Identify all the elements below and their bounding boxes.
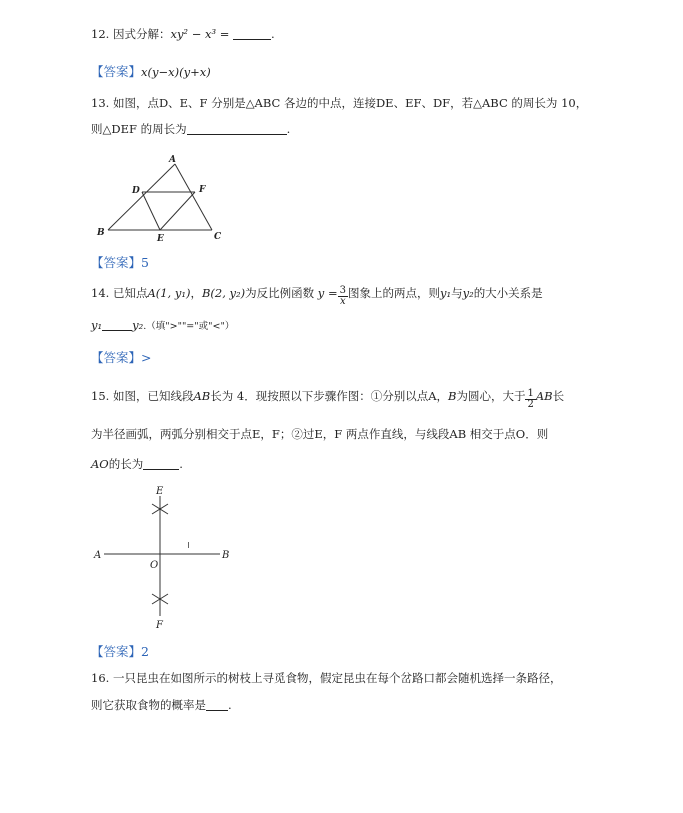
q14-line2-y1: y₁ — [91, 318, 103, 332]
q14-line1 — [91, 285, 543, 307]
label-a: A — [94, 550, 102, 561]
q16-line2-suffix: . — [228, 698, 232, 712]
q15-b-1: B — [448, 389, 457, 403]
q15-answer-blank — [143, 457, 179, 470]
q14-frac-den: x — [339, 296, 346, 307]
q15-fraction — [525, 389, 535, 410]
q13-answer-blank — [187, 122, 287, 135]
q14-part3: 图象上的两点，则 — [347, 286, 440, 300]
label-o: O — [150, 560, 159, 571]
q12-expression: xy² − x³ = — [170, 27, 230, 41]
label-e: E — [156, 486, 164, 497]
q12-answer-label: 【答案】 — [91, 64, 142, 79]
q15-frac-num: 1 — [527, 388, 534, 399]
q12-answer-value: x(y−x)(y+x) — [141, 65, 211, 79]
q12-suffix: . — [271, 27, 275, 41]
q13-answer — [91, 253, 149, 271]
q12-answer-blank — [233, 27, 271, 40]
triangle-side-ac — [175, 164, 212, 230]
q14-y1: y₁ — [439, 286, 452, 300]
segment-de — [142, 192, 160, 230]
label-f: F — [199, 185, 206, 195]
segment-ef — [160, 192, 195, 230]
q14-fraction — [338, 286, 348, 307]
q16-line2-prefix: 则它获取食物的概率是 — [91, 698, 206, 712]
label-f: F — [156, 620, 163, 631]
q15-line3 — [91, 456, 183, 472]
q15-answer-value: 2 — [141, 644, 149, 659]
q16-line2 — [91, 697, 232, 713]
q15-ao: AO — [91, 457, 109, 471]
q14-line2 — [91, 318, 234, 332]
q14-y2: y₂ — [462, 286, 474, 300]
q15-answer — [91, 642, 149, 660]
q13-answer-label: 【答案】 — [91, 255, 142, 270]
q12-prefix: 12. 因式分解： — [91, 27, 171, 41]
q15-line2: 为半径画弧，两弧分别相交于点E，F；②过E，F 两点作直线，与线段AB 相交于点O．则 — [91, 427, 549, 441]
q14-point-b: B(2, y₂) — [201, 286, 246, 300]
q15-line3-suffix: . — [179, 457, 183, 471]
q14-part4: 的大小关系是 — [473, 286, 543, 300]
q15-line1-a: 15. 如图，已知线段 — [91, 389, 194, 403]
q14-mid: 与 — [451, 286, 463, 300]
q14-frac-num: 3 — [339, 285, 346, 296]
q13-line2-prefix: 则△DEF 的周长为 — [91, 122, 187, 136]
q14-answer-value: > — [141, 350, 152, 365]
label-c: C — [214, 232, 222, 242]
label-e: E — [157, 234, 164, 244]
q15-frac-den: 2 — [527, 399, 534, 410]
q15-line1-c: 为圆心，大于 — [456, 389, 526, 403]
q15-line1-b: 长为 4．现按照以下步骤作图：①分别以点A， — [210, 389, 448, 403]
q14-sep: ， — [190, 286, 202, 300]
label-b: B — [97, 228, 105, 238]
q14-answer-blank — [102, 318, 132, 331]
q14-line2-suffix: .（填">""="或"<"） — [143, 321, 235, 332]
q15-construction-figure — [90, 484, 240, 632]
q13-triangle-figure — [95, 152, 235, 244]
label-a: A — [169, 155, 176, 165]
q14-part2: 为反比例函数 — [245, 286, 315, 300]
q16-answer-blank — [206, 698, 228, 711]
faint-mark — [188, 542, 189, 548]
q14-point-a: A(1, y₁) — [147, 286, 191, 300]
label-b: B — [222, 550, 230, 561]
q15-ab-1: AB — [193, 389, 211, 403]
q12-stem — [91, 26, 275, 42]
q14-part1: 14. 已知点 — [91, 286, 148, 300]
q16-line1: 16. 一只昆虫在如图所示的树枝上寻觅食物，假定昆虫在每个岔路口都会随机选择一条路径， — [91, 671, 562, 685]
q15-line1 — [91, 388, 564, 410]
label-d: D — [132, 186, 140, 196]
q15-line3-b: 的长为 — [108, 457, 144, 471]
q12-answer — [91, 62, 211, 80]
triangle-side-ab — [108, 164, 175, 230]
q15-ab-2: AB — [535, 389, 553, 403]
q13-line2 — [91, 121, 290, 137]
q13-line2-suffix: . — [286, 122, 291, 136]
q15-line1-d: 长 — [552, 389, 565, 403]
q13-line1: 13. 如图，点D、E、F 分别是△ABC 各边的中点，连接DE、EF、DF，若△ABC 的周长为 10， — [91, 96, 588, 110]
q13-answer-value: 5 — [141, 255, 149, 270]
q14-answer — [91, 348, 152, 366]
q14-answer-label: 【答案】 — [91, 350, 142, 365]
q14-func-lhs: y = — [317, 286, 338, 300]
q15-answer-label: 【答案】 — [91, 644, 142, 659]
q14-line2-y2: y₂ — [132, 318, 144, 332]
